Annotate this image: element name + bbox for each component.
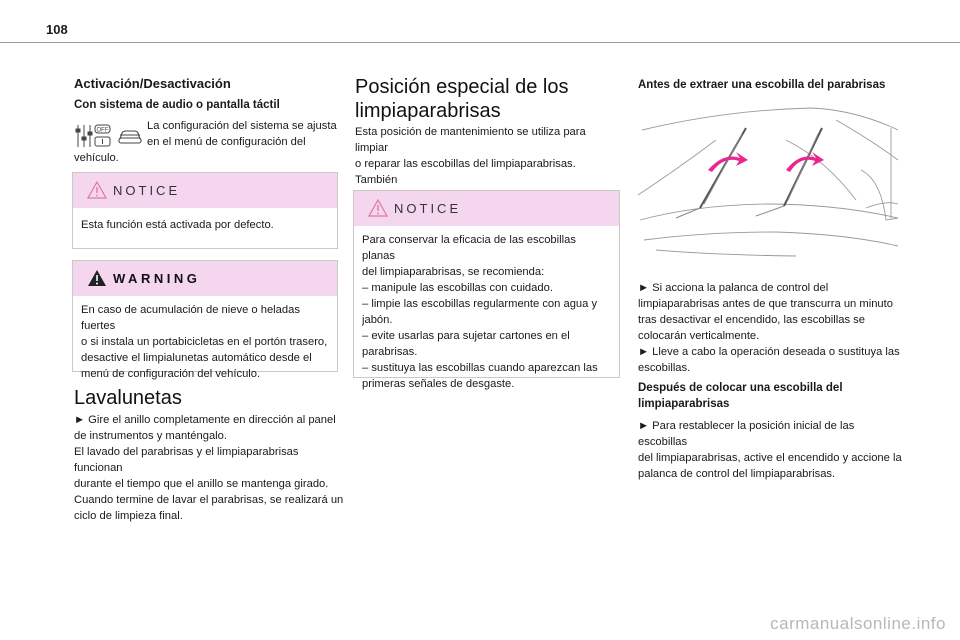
body-line: palanca de control del limpiaparabrisas.	[638, 468, 836, 480]
body-line: ► Para restablecer la posición inicial de las escobillas	[638, 420, 855, 448]
lavalunetas-title: Lavalunetas	[74, 387, 182, 409]
body-line: El lavado del parabrisas y el limpiaparabrisas funcionan	[74, 446, 299, 474]
heading-after-fitting-line1: Después de colocar una escobilla del	[638, 382, 843, 394]
notice-line: – manipule las escobillas con cuidado.	[362, 282, 553, 294]
notice-line: – evite usarlas para sujetar cartones en el	[362, 330, 570, 342]
body-line: o reparar las escobillas del limpiaparabrisas. También	[355, 158, 576, 186]
body-line: de instrumentos y manténgalo.	[74, 430, 227, 442]
lavalunetas-body	[74, 412, 344, 524]
header-divider	[0, 42, 960, 43]
warning-triangle-icon	[87, 269, 107, 287]
body-line: ciclo de limpieza final.	[74, 510, 183, 522]
body-line: limpiaparabrisas antes de que transcurra un minuto	[638, 298, 893, 310]
pink-arrow-left	[708, 152, 748, 172]
body-line: escobillas.	[638, 362, 691, 374]
notice-line: Para conservar la eficacia de las escobillas planas	[362, 234, 576, 262]
notice-line: jabón.	[362, 314, 393, 326]
section-title-line2: limpiaparabrisas	[355, 100, 501, 122]
section-heading-activation: Activación/Desactivación	[74, 76, 231, 91]
warning-line: menú de configuración del vehículo.	[81, 368, 261, 380]
notice-text: Esta función está activada por defecto.	[81, 219, 274, 231]
body-line: tras desactivar el encendido, las escobillas se	[638, 314, 865, 326]
intro-line-3: vehículo.	[74, 152, 119, 164]
notice-header	[73, 173, 337, 208]
notice-title: NOTICE	[113, 183, 181, 198]
warning-title: WARNING	[113, 271, 201, 286]
body-line: colocarán verticalmente.	[638, 330, 760, 342]
section-title-line1: Posición especial de los	[355, 76, 569, 98]
svg-text:OFF: OFF	[96, 127, 109, 134]
caution-triangle-icon	[368, 199, 388, 217]
car-icon	[117, 126, 143, 146]
body-line: Cuando termine de lavar el parabrisas, se realizará un	[74, 494, 344, 506]
warning-line: desactive el limpialunetas automático desde el	[81, 352, 312, 364]
settings-menu-icon	[74, 123, 114, 149]
intro-line-2: en el menú de configuración del	[147, 136, 306, 148]
notice-header	[354, 191, 619, 226]
body-line: ► Lleve a cabo la operación deseada o sustituya las	[638, 346, 900, 358]
page-number: 108	[46, 22, 68, 37]
body-line: del limpiaparabrisas, active el encendido y accione la	[638, 452, 902, 464]
col3-before-body	[638, 280, 903, 376]
notice-line: del limpiaparabrisas, se recomienda:	[362, 266, 545, 278]
col3-after-body	[638, 418, 903, 482]
watermark: carmanualsonline.info	[770, 614, 946, 633]
notice-line: primeras señales de desgaste.	[362, 378, 515, 390]
body-line: Esta posición de mantenimiento se utiliza para limpiar	[355, 126, 586, 154]
notice-line: – sustituya las escobillas cuando aparezcan las	[362, 362, 598, 374]
warning-box	[72, 260, 338, 380]
notice-box	[72, 172, 338, 249]
notice-box-wipers	[353, 190, 620, 390]
warning-header	[73, 261, 337, 296]
body-line: ► Gire el anillo completamente en dirección al panel	[74, 414, 336, 426]
subheading-audio-system: Con sistema de audio o pantalla táctil	[74, 99, 280, 111]
body-line: durante el tiempo que el anillo se mantenga girado.	[74, 478, 329, 490]
caution-triangle-icon	[87, 181, 107, 199]
notice-line: parabrisas.	[362, 346, 418, 358]
intro-line-1: La configuración del sistema se ajusta	[147, 120, 337, 132]
notice-line: – limpie las escobillas regularmente con agua y	[362, 298, 598, 310]
warning-line: En caso de acumulación de nieve o heladas fuertes	[81, 304, 300, 332]
body-line: ► Si acciona la palanca de control del	[638, 282, 829, 294]
warning-line: o si instala un portabicicletas en el portón trasero,	[81, 336, 328, 348]
notice-title: NOTICE	[394, 201, 462, 216]
heading-after-fitting-line2: limpiaparabrisas	[638, 398, 730, 410]
heading-before-removing: Antes de extraer una escobilla del parabrisas	[638, 79, 886, 91]
windshield-wiper-illustration	[636, 100, 900, 268]
